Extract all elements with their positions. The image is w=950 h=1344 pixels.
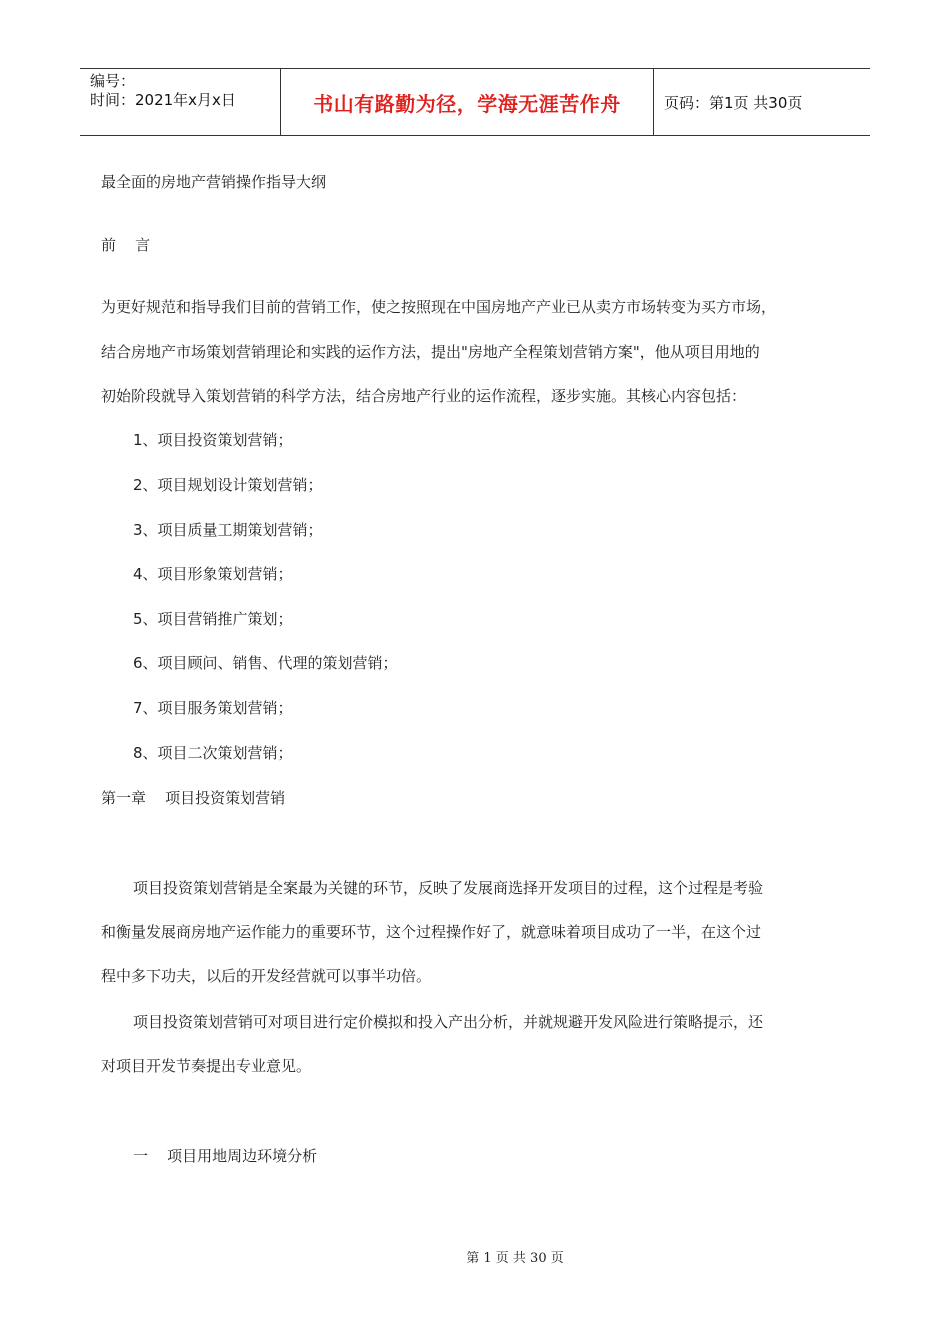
para1-line-3: 程中多下功夫，以后的开发经营就可以事半功倍。 — [101, 967, 432, 985]
para1-line-2: 和衡量发展商房地产运作能力的重要环节，这个过程操作好了，就意味着项目成功了一半，在这个过 — [101, 923, 762, 941]
list-item: 7、项目服务策划营销； — [133, 699, 293, 717]
chapter-heading: 第一章 项目投资策划营销 — [101, 789, 286, 807]
list-item: 2、项目规划设计策划营销； — [133, 476, 323, 494]
list-item: 6、项目顾问、销售、代理的策划营销； — [133, 654, 398, 672]
document-header-table — [80, 68, 870, 136]
list-item: 4、项目形象策划营销； — [133, 565, 293, 583]
para2-line-1: 项目投资策划营销可对项目进行定价模拟和投入产出分析，并就规避开发风险进行策略提示，还 — [133, 1013, 764, 1031]
document-title: 最全面的房地产营销操作指导大纲 — [101, 173, 327, 191]
header-page-cell — [654, 69, 870, 135]
list-item: 1、项目投资策划营销； — [133, 431, 293, 449]
list-item: 3、项目质量工期策划营销； — [133, 521, 323, 539]
list-item: 5、项目营销推广策划； — [133, 610, 293, 628]
preface-heading: 前 言 — [101, 236, 151, 254]
page-footer: 第 1 页 共 30 页 — [466, 1251, 564, 1266]
list-item: 8、项目二次策划营销； — [133, 744, 293, 762]
intro-line-3: 初始阶段就导入策划营销的科学方法，结合房地产行业的运作流程，逐步实施。其核心内容包括： — [101, 387, 747, 405]
header-motto: 书山有路勤为径，学海无涯苦作舟 — [313, 91, 621, 116]
header-meta-cell — [80, 69, 281, 135]
intro-line-2: 结合房地产市场策划营销理论和实践的运作方法，提出"房地产全程策划营销方案"，他从项目用地的 — [101, 343, 760, 361]
section-heading: 一 项目用地周边环境分析 — [133, 1147, 318, 1165]
document-number-label: 编号： — [90, 72, 136, 90]
header-motto-cell — [281, 69, 654, 135]
para2-line-2: 对项目开发节奏提出专业意见。 — [101, 1057, 312, 1075]
para1-line-1: 项目投资策划营销是全案最为关键的环节，反映了发展商选择开发项目的过程，这个过程是考验 — [133, 879, 764, 897]
intro-line-1: 为更好规范和指导我们目前的营销工作，使之按照现在中国房地产产业已从卖方市场转变为买方市场， — [101, 298, 777, 316]
document-time-label: 时间：2021年x月x日 — [90, 91, 236, 109]
header-page-info: 页码：第1页 共30页 — [664, 93, 803, 112]
